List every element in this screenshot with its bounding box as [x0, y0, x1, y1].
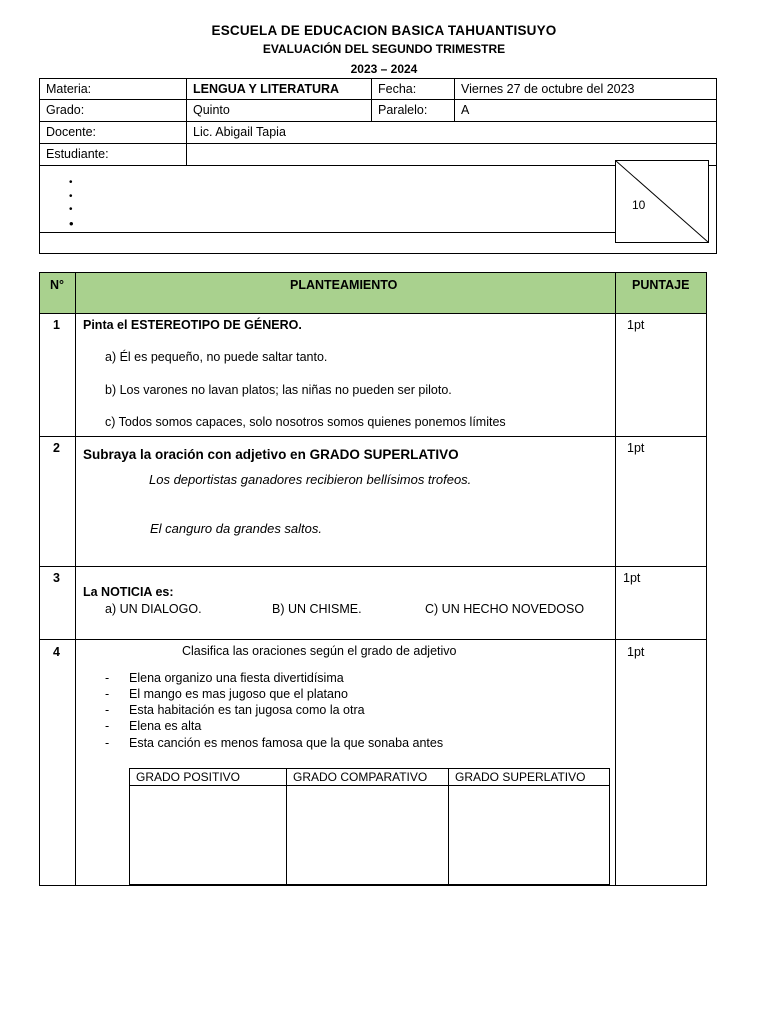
q2-sentence-1[interactable]: Los deportistas ganadores recibieron bellísimos trofeos. [149, 472, 472, 487]
q4-item: Esta habitación es tan jugosa como la otra [129, 703, 365, 717]
grid-header-comparativo: GRADO COMPARATIVO [293, 770, 428, 784]
paralelo-label: Paralelo: [371, 99, 455, 122]
q1-title: Pinta el ESTEREOTIPO DE GÉNERO. [83, 318, 302, 332]
q4-title: Clasifica las oraciones según el grado de adjetivo [182, 644, 457, 658]
school-period: 2023 – 2024 [350, 62, 418, 76]
q4-item: Elena es alta [129, 719, 202, 733]
q1-points: 1pt [627, 318, 645, 332]
row-divider [39, 566, 707, 567]
q3-title: La NOTICIA es: [83, 585, 174, 599]
materia-value: LENGUA Y LITERATURA [186, 78, 372, 100]
q3-option-a[interactable]: a) UN DIALOGO. [105, 602, 202, 616]
objectives-divider [39, 232, 616, 233]
grid-header-positivo: GRADO POSITIVO [136, 770, 241, 784]
col-number-header: N° [50, 278, 65, 292]
col-divider [615, 272, 616, 886]
grid-header-superlativo: GRADO SUPERLATIVO [455, 770, 586, 784]
q4-item: El mango es mas jugoso que el platano [129, 687, 348, 701]
q3-number: 3 [53, 571, 60, 585]
grado-label: Grado: [39, 99, 187, 122]
q1-option-b[interactable]: b) Los varones no lavan platos; las niñas no pueden ser piloto. [105, 383, 452, 397]
bullet-icon: • [69, 177, 73, 188]
docente-label: Docente: [39, 121, 187, 144]
q2-number: 2 [53, 441, 60, 455]
score-diagonal [616, 161, 708, 242]
q1-option-c[interactable]: c) Todos somos capaces, solo nosotros somos quienes ponemos límites [105, 415, 506, 429]
materia-label: Materia: [39, 78, 187, 100]
q4-item: Esta canción es menos famosa que la que sonaba antes [129, 736, 444, 750]
estudiante-label: Estudiante: [39, 143, 187, 166]
row-divider [39, 639, 707, 640]
grid-cell-positivo[interactable] [130, 786, 285, 884]
q4-points: 1pt [627, 645, 645, 659]
q4-item: Elena organizo una fiesta divertidísima [129, 671, 344, 685]
q4-dash: - [105, 671, 110, 685]
q1-number: 1 [53, 318, 60, 332]
q3-option-b[interactable]: B) UN CHISME. [272, 602, 362, 616]
docente-value: Lic. Abigail Tapia [186, 121, 717, 144]
q2-points: 1pt [627, 441, 645, 455]
paralelo-value: A [454, 99, 717, 122]
q3-option-c[interactable]: C) UN HECHO NOVEDOSO [425, 602, 585, 616]
q4-dash: - [105, 719, 110, 733]
col-divider [75, 272, 76, 886]
bullet-icon: • [69, 216, 74, 231]
row-divider [39, 313, 707, 314]
grid-cell-superlativo[interactable] [449, 786, 609, 884]
col-plant-header: PLANTEAMIENTO [290, 278, 398, 292]
bullet-icon: • [69, 191, 73, 202]
q4-dash: - [105, 736, 110, 750]
q1-option-a[interactable]: a) Él es pequeño, no puede saltar tanto. [105, 350, 328, 364]
score-total: 10 [632, 198, 646, 212]
evaluation-title: EVALUACIÓN DEL SEGUNDO TRIMESTRE [262, 42, 506, 56]
fecha-value: Viernes 27 de octubre del 2023 [454, 78, 717, 100]
grid-cell-comparativo[interactable] [287, 786, 447, 884]
q2-sentence-2[interactable]: El canguro da grandes saltos. [150, 521, 322, 536]
q4-dash: - [105, 703, 110, 717]
bullet-icon: • [69, 204, 73, 215]
school-name: ESCUELA DE EDUCACION BASICA TAHUANTISUYO [211, 23, 557, 38]
q4-number: 4 [53, 645, 60, 659]
score-box [615, 160, 709, 243]
grado-value: Quinto [186, 99, 372, 122]
row-divider [39, 436, 707, 437]
q3-points: 1pt [623, 571, 641, 585]
q2-title: Subraya la oración con adjetivo en GRADO SUPERLATIVO [83, 447, 459, 462]
fecha-label: Fecha: [371, 78, 455, 100]
col-puntaje-header: PUNTAJE [632, 278, 690, 292]
q4-dash: - [105, 687, 110, 701]
